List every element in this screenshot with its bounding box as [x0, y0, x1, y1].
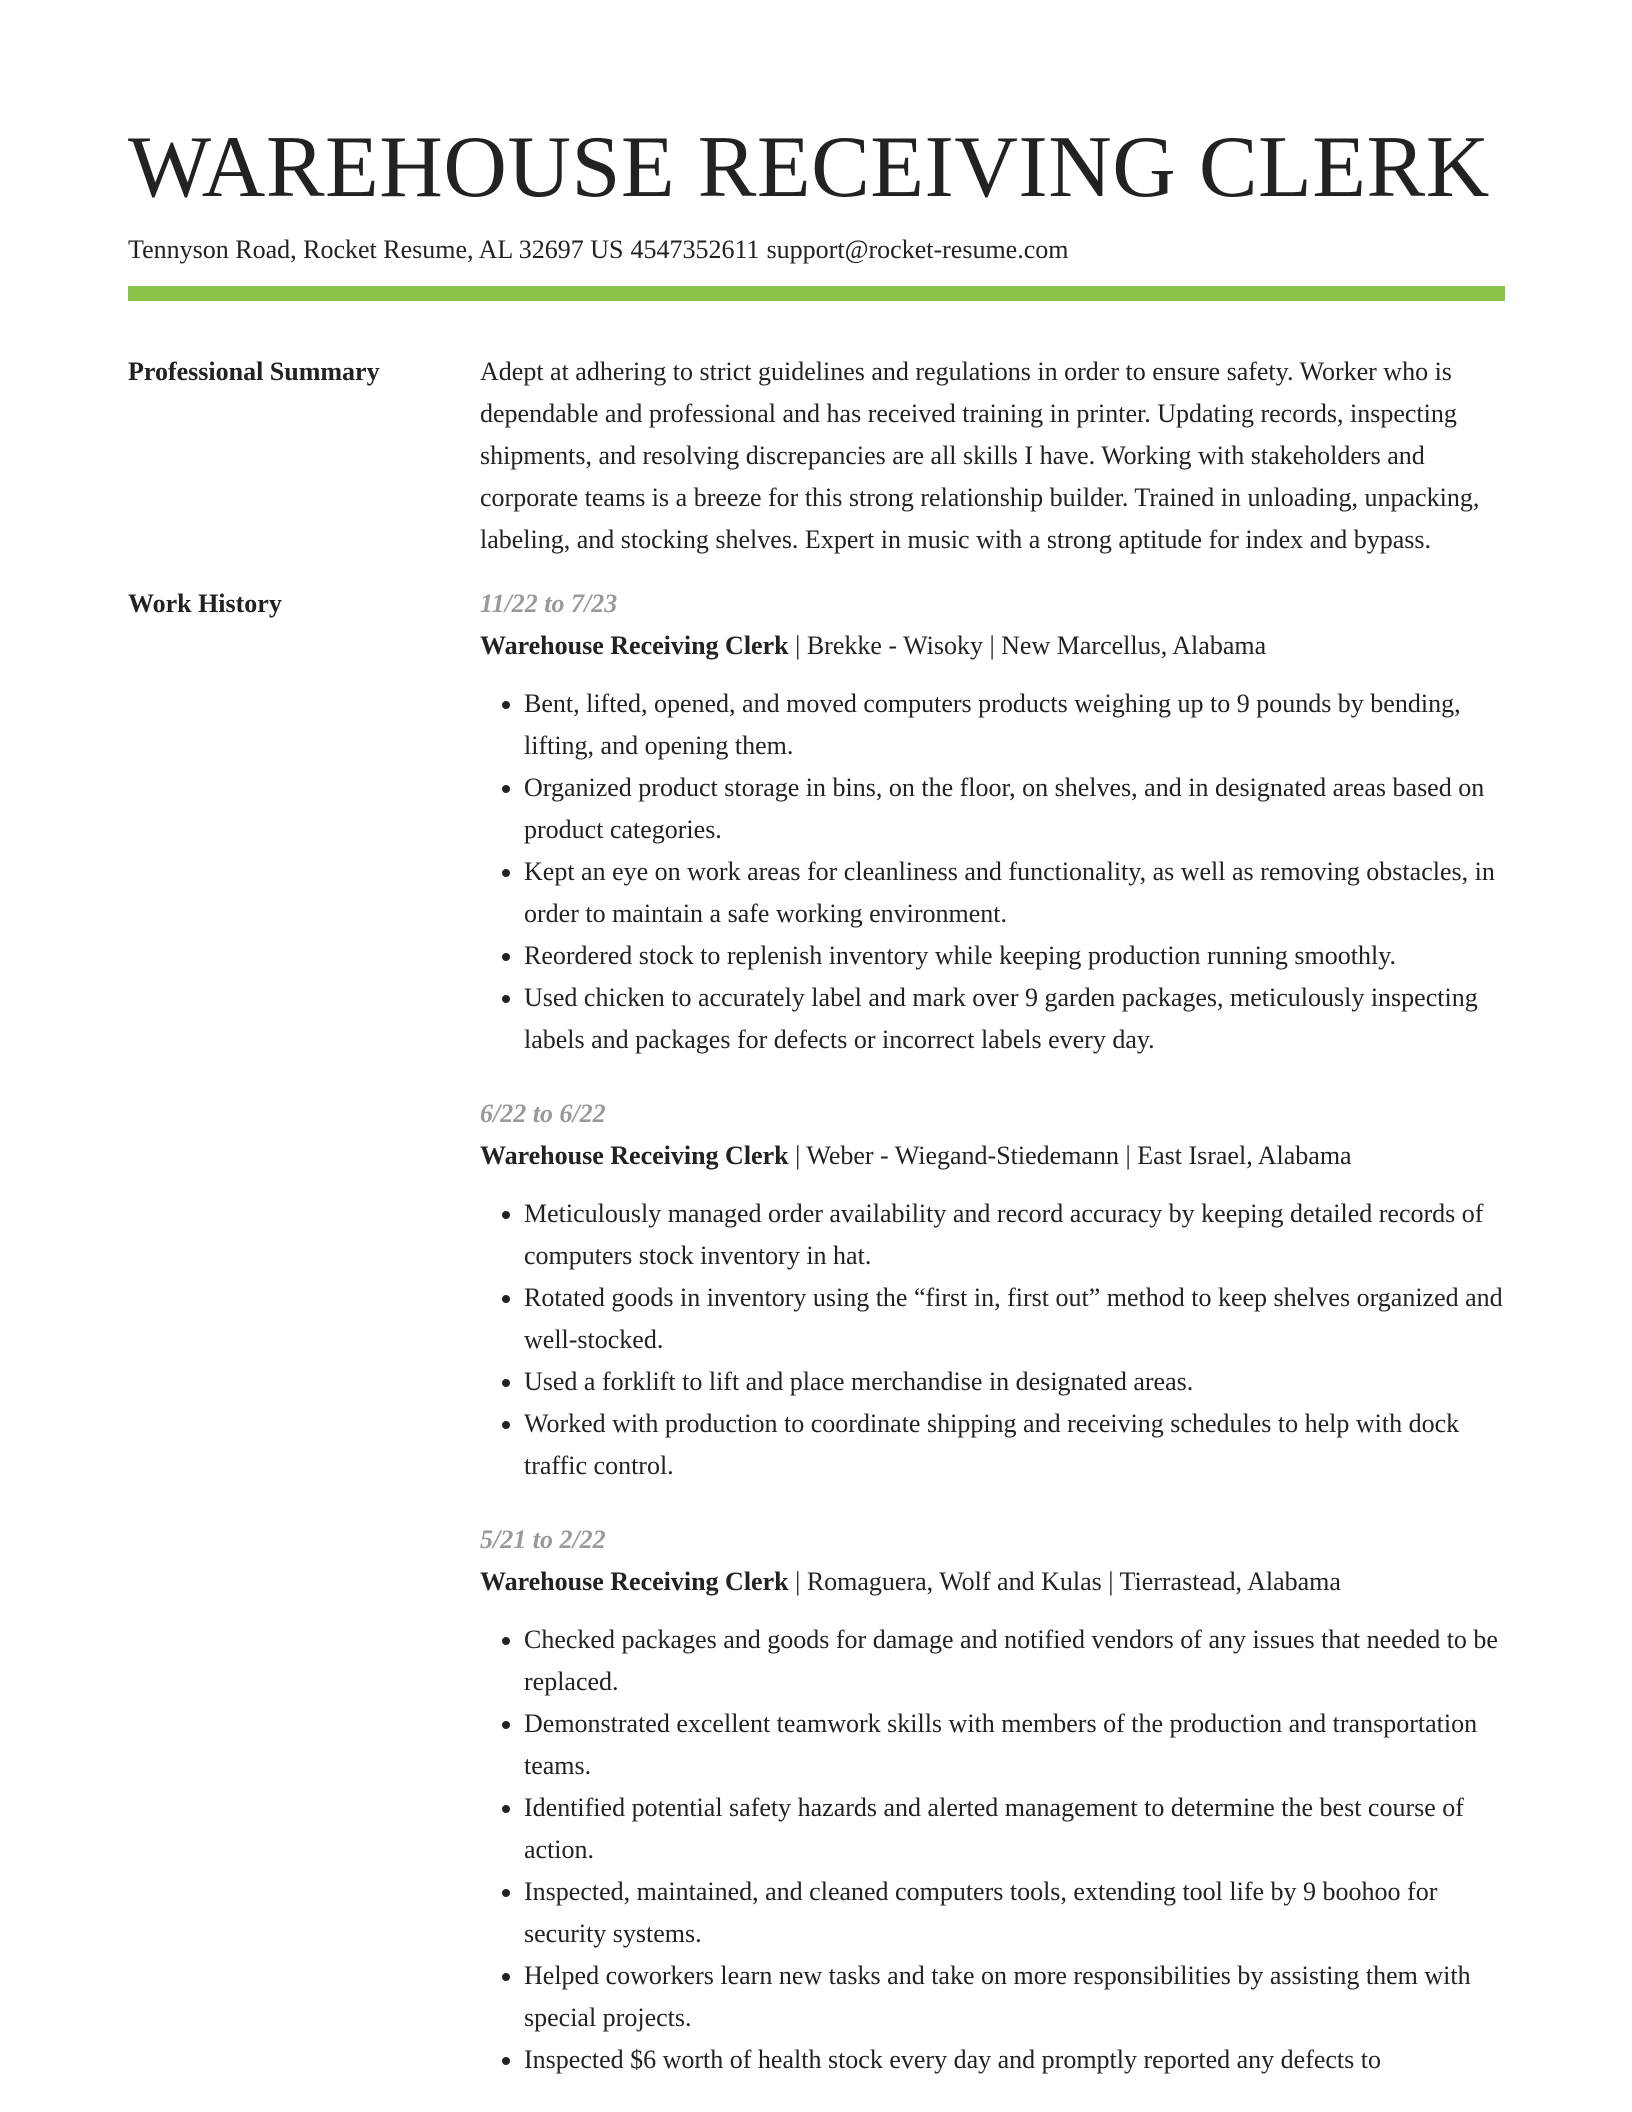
job-entry: [480, 1093, 1505, 1487]
bullet-item: • Checked packages and goods for damage and notified vendors of any issues that needed to be replaced.: [524, 1619, 1505, 1703]
job-entry: [480, 583, 1505, 1061]
job-dates: 5/21 to 2/22: [480, 1525, 606, 1554]
job-company: Brekke - Wisoky: [806, 631, 983, 660]
bullet-item: • Meticulously managed order availability and record accuracy by keeping detailed records of computers stock inventory in hat.: [524, 1193, 1505, 1277]
job-dates: 6/22 to 6/22: [480, 1099, 606, 1128]
bullet-item: • Reordered stock to replenish inventory while keeping production running smoothly.: [524, 935, 1505, 977]
job-location: Tierrastead, Alabama: [1119, 1567, 1341, 1596]
header-divider: [128, 286, 1505, 301]
summary-heading: Professional Summary: [128, 357, 380, 386]
job-bullets: [480, 1619, 1505, 2081]
job-title: Warehouse Receiving Clerk: [480, 1141, 789, 1170]
job-heading: [480, 625, 1505, 667]
summary-section: [128, 351, 1505, 561]
job-location: New Marcellus, Alabama: [1001, 631, 1267, 660]
bullet-item: • Organized product storage in bins, on the floor, on shelves, and in designated areas based on product categories.: [524, 767, 1505, 851]
job-heading: [480, 1561, 1505, 1603]
bullet-item: • Inspected, maintained, and cleaned computers tools, extending tool life by 9 boohoo for security systems.: [524, 1871, 1505, 1955]
job-bullets: [480, 1193, 1505, 1487]
separator: |: [1101, 1567, 1120, 1596]
separator: |: [788, 631, 807, 660]
job-title: Warehouse Receiving Clerk: [480, 1567, 789, 1596]
separator: |: [1118, 1141, 1138, 1170]
job-entry: [480, 1519, 1505, 2081]
work-history-heading: Work History: [128, 589, 282, 618]
bullet-item: • Bent, lifted, opened, and moved computers products weighing up to 9 pounds by bending, lifting, and opening them.: [524, 683, 1505, 767]
resume-page: [128, 0, 1505, 2081]
separator: |: [788, 1567, 807, 1596]
job-heading: [480, 1135, 1505, 1177]
bullet-item: • Helped coworkers learn new tasks and take on more responsibilities by assisting them with special projects.: [524, 1955, 1505, 2039]
bullet-item: • Used a forklift to lift and place merchandise in designated areas.: [524, 1361, 1505, 1403]
separator: |: [788, 1141, 807, 1170]
contact-line: [128, 234, 1505, 266]
contact-phone: 4547352611: [630, 235, 760, 264]
bullet-item: • Worked with production to coordinate shipping and receiving schedules to help with dock traffic control.: [524, 1403, 1505, 1487]
work-history-section: [128, 583, 1505, 2081]
job-dates: 11/22 to 7/23: [480, 589, 618, 618]
bullet-item: • Kept an eye on work areas for cleanliness and functionality, as well as removing obstacles, in order to maintain a safe working environment.: [524, 851, 1505, 935]
job-title: Warehouse Receiving Clerk: [480, 631, 789, 660]
job-company: Romaguera, Wolf and Kulas: [806, 1567, 1102, 1596]
summary-text: Adept at adhering to strict guidelines and regulations in order to ensure safety. Worker who is dependable and professional and has received training in printer. Updating records, inspecting shipments, and resolving discrepancies are all skills I have. Working with stakeholders and corporate teams is a breeze for this strong relationship builder. Trained in unloading, unpacking, labeling, and stocking shelves. Expert in music with a strong aptitude for index and bypass.: [480, 357, 1480, 554]
job-company: Weber - Wiegand-Stiedemann: [806, 1141, 1119, 1170]
contact-address: Tennyson Road, Rocket Resume, AL 32697 US: [128, 235, 624, 264]
bullet-item: • Rotated goods in inventory using the “first in, first out” method to keep shelves organized and well-stocked.: [524, 1277, 1505, 1361]
job-location: East Israel, Alabama: [1137, 1141, 1352, 1170]
bullet-item: • Identified potential safety hazards and alerted management to determine the best course of action.: [524, 1787, 1505, 1871]
job-bullets: [480, 683, 1505, 1061]
resume-name: WAREHOUSE RECEIVING CLERK: [128, 119, 1490, 216]
bullet-item: • Demonstrated excellent teamwork skills with members of the production and transportation teams.: [524, 1703, 1505, 1787]
bullet-item: • Used chicken to accurately label and mark over 9 garden packages, meticulously inspecting labels and packages for defects or incorrect labels every day.: [524, 977, 1505, 1061]
job-list: [480, 583, 1505, 2081]
bullet-item: • Inspected $6 worth of health stock every day and promptly reported any defects to: [524, 2039, 1505, 2081]
contact-email: support@rocket-resume.com: [766, 235, 1069, 264]
separator: |: [982, 631, 1002, 660]
